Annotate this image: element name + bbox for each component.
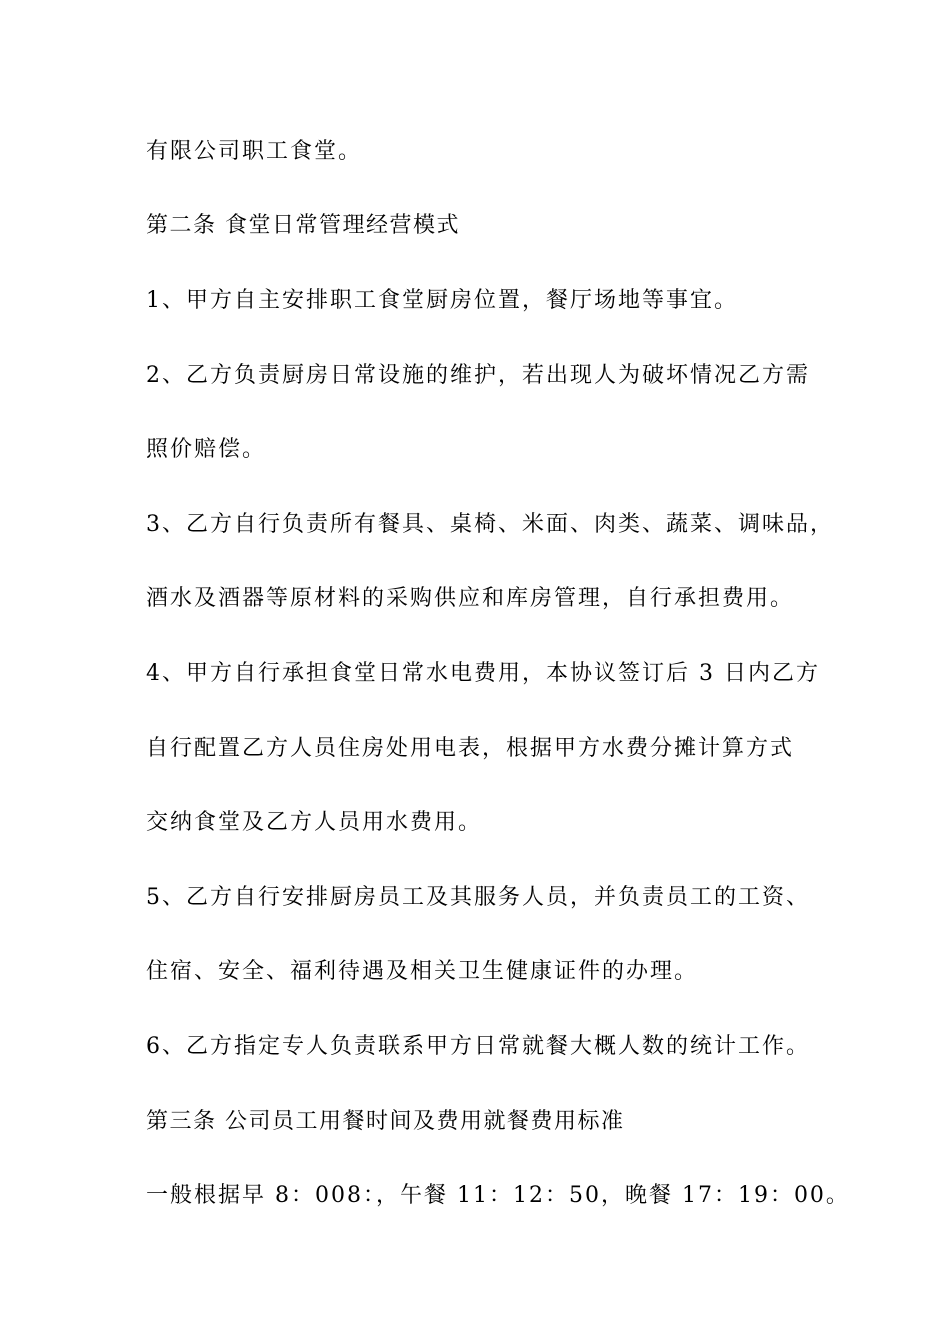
paragraph-line-13: 6、乙方指定专人负责联系甲方日常就餐大概人数的统计工作。	[146, 1034, 810, 1059]
paragraph-line-4: 2、乙方负责厨房日常设施的维护，若出现人为破坏情况乙方需	[146, 363, 810, 388]
paragraph-line-5: 照价赔偿。	[146, 437, 267, 462]
paragraph-line-8: 4、甲方自行承担食堂日常水电费用，本协议签订后 3 日内乙方	[146, 661, 820, 686]
section-heading-article-3: 第三条 公司员工用餐时间及费用就餐费用标准	[146, 1109, 625, 1134]
paragraph-line-11: 5、乙方自行安排厨房员工及其服务人员，并负责员工的工资、	[146, 885, 810, 910]
paragraph-line-7: 酒水及酒器等原材料的采购供应和库房管理，自行承担费用。	[146, 586, 795, 611]
section-heading-article-2: 第二条 食堂日常管理经营模式	[146, 213, 460, 238]
paragraph-line-10: 交纳食堂及乙方人员用水费用。	[146, 810, 483, 835]
paragraph-line-9: 自行配置乙方人员住房处用电表，根据甲方水费分摊计算方式	[146, 736, 795, 761]
paragraph-line-15: 一般根据早 8：008：，午餐 11：12：50，晚餐 17：19：00。	[146, 1183, 850, 1208]
paragraph-line-6: 3、乙方自行负责所有餐具、桌椅、米面、肉类、蔬菜、调味品，	[146, 512, 834, 537]
paragraph-line-12: 住宿、安全、福利待遇及相关卫生健康证件的办理。	[146, 959, 699, 984]
paragraph-line-3: 1、甲方自主安排职工食堂厨房位置，餐厅场地等事宜。	[146, 288, 738, 313]
paragraph-line-1: 有限公司职工食堂。	[146, 139, 363, 164]
